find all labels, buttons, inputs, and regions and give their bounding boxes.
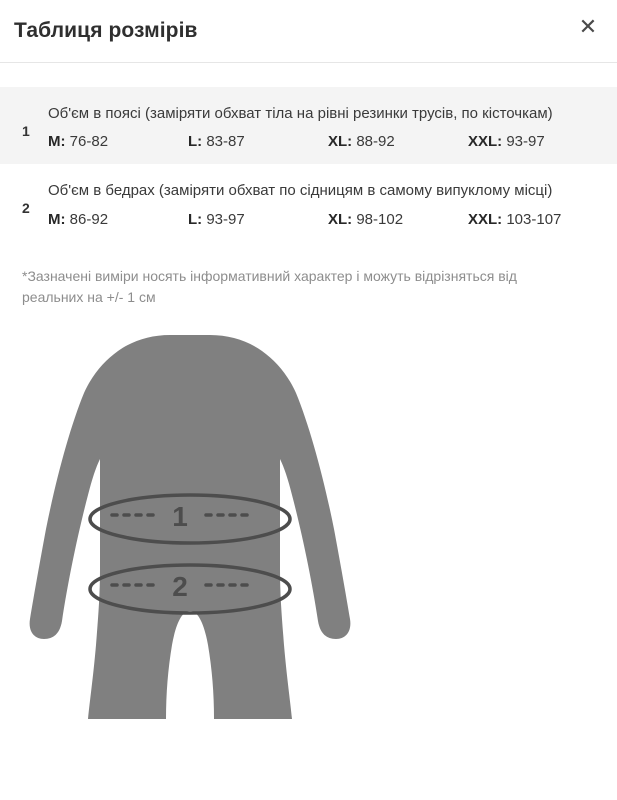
size-label-l: L: [188,210,203,228]
size-label-xxl: XXL: [468,133,503,151]
size-value-xxl: 103-107 [506,210,562,228]
size-cell-xl [328,211,468,228]
modal-header [0,0,617,63]
size-label-xxl: XXL: [468,210,503,228]
size-values-row [48,211,608,228]
close-icon[interactable]: ✕ [575,14,601,40]
measurement-index: 2 [22,200,30,217]
waist-marker-label: 1 [172,500,188,532]
size-value-m: 86-92 [69,210,109,228]
size-label-xl: XL: [328,210,353,228]
silhouette-svg [0,319,617,719]
size-cell-m [48,211,188,228]
size-cell-xl [328,133,468,150]
size-value-xxl: 93-97 [506,133,545,151]
size-value-xl: 98-102 [356,210,404,228]
hips-marker-label: 2 [172,570,188,602]
size-values-row [48,133,608,150]
measurement-description: Об'єм в поясі (заміряти обхват тіла на рівні резинки трусів, по кісточкам) [48,105,553,122]
size-label-xl: XL: [328,133,353,151]
size-cell-xxl [468,211,608,228]
disclaimer-note: *Зазначені виміри носять інформативний характер і можуть відрізняться від реальних на +/- 1 см [22,267,517,306]
measurement-row-2 [0,164,617,241]
size-cell-xxl [468,133,608,150]
measurement-row-1 [0,87,617,164]
measurement-index: 1 [22,123,30,139]
body-silhouette-diagram [0,319,617,719]
size-label-m: M: [48,133,66,151]
measurement-body [48,180,608,227]
page-title: Таблиця розмірів [14,19,198,42]
size-cell-l [188,211,328,228]
measurement-body [48,103,608,150]
size-value-m: 76-82 [69,133,109,151]
measurement-description: Об'єм в бедрах (заміряти обхват по сідницям в самому випуклому місці) [48,182,553,200]
measurements-list [0,63,617,242]
size-value-xl: 88-92 [356,133,395,151]
size-cell-m [48,133,188,150]
size-label-m: M: [48,210,66,228]
size-value-l: 93-97 [206,210,245,228]
size-value-l: 83-87 [206,133,245,151]
size-cell-l [188,133,328,150]
size-label-l: L: [188,133,203,151]
body-shape [30,335,351,719]
